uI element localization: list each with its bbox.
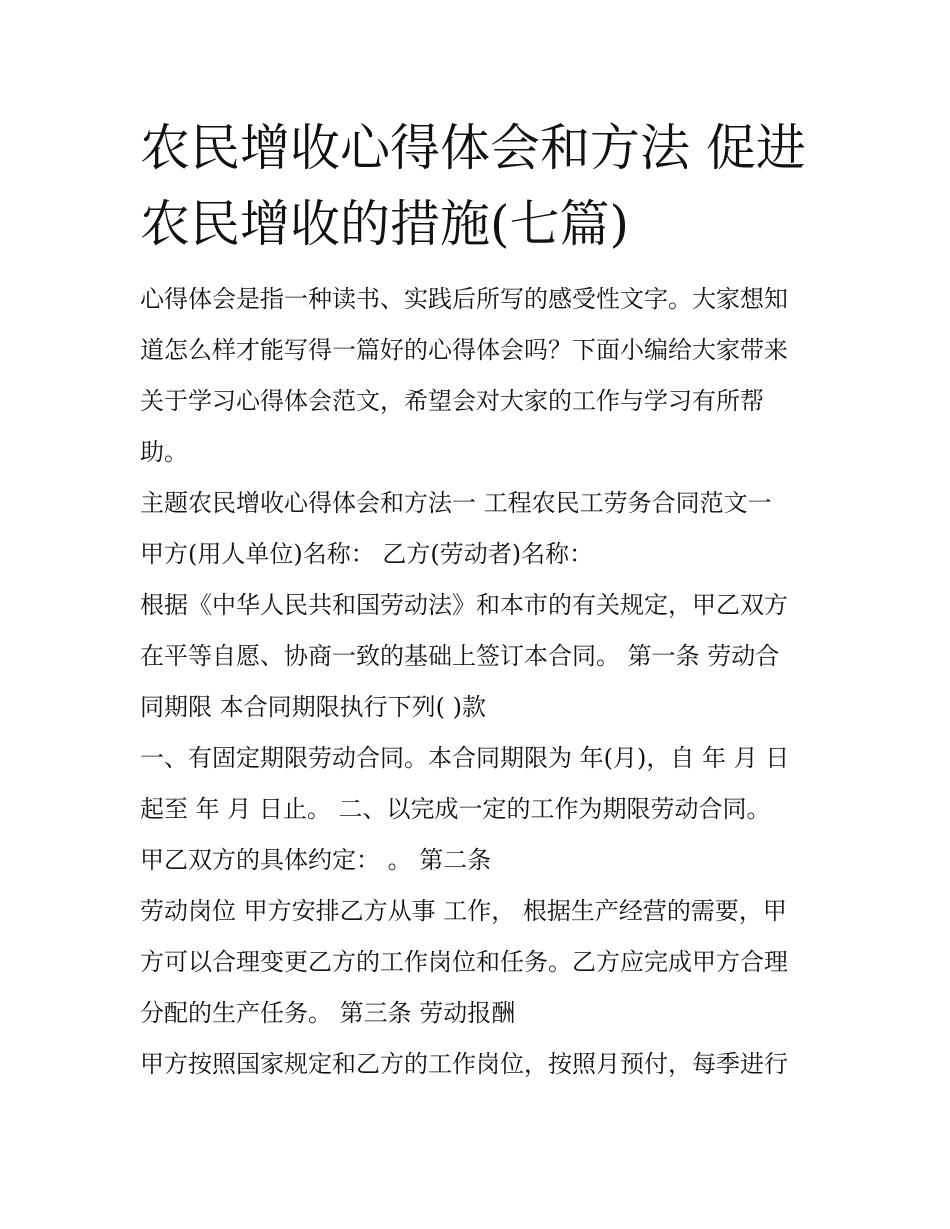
body-line-10: 一、有固定期限劳动合同。本合同期限为 年(月)，自 年 月 日	[140, 744, 790, 772]
body-line-2: 道怎么样才能写得一篇好的心得体会吗？下面小编给大家带来	[140, 336, 788, 364]
body-line-16: 甲方按照国家规定和乙方的工作岗位，按照月预付，每季进行	[140, 1050, 788, 1078]
body-line-15: 分配的生产任务。 第三条 劳动报酬	[140, 999, 516, 1027]
body-line-12: 甲乙双方的具体约定： 。 第二条	[140, 846, 492, 874]
body-line-14: 方可以合理变更乙方的工作岗位和任务。乙方应完成甲方合理	[140, 948, 788, 976]
document-title-line-2: 农民增收的措施(七篇)	[140, 195, 630, 253]
body-line-1: 心得体会是指一种读书、实践后所写的感受性文字。大家想知	[140, 285, 788, 313]
body-line-8: 在平等自愿、协商一致的基础上签订本合同。 第一条 劳动合	[140, 642, 780, 670]
body-line-9: 同期限 本合同期限执行下列( )款	[140, 693, 486, 721]
document-title-line-1: 农民增收心得体会和方法 促进	[140, 119, 806, 177]
body-line-13: 劳动岗位 甲方安排乙方从事 工作， 根据生产经营的需要，甲	[140, 897, 787, 925]
body-line-4: 助。	[140, 438, 188, 466]
body-line-3: 关于学习心得体会范文，希望会对大家的工作与学习有所帮	[140, 387, 764, 415]
body-line-11: 起至 年 月 日止。 二、以完成一定的工作为期限劳动合同。	[140, 795, 771, 823]
body-line-5: 主题农民增收心得体会和方法一 工程农民工劳务合同范文一	[140, 489, 772, 517]
body-line-7: 根据《中华人民共和国劳动法》和本市的有关规定，甲乙双方	[140, 591, 788, 619]
body-line-6: 甲方(用人单位)名称： 乙方(劳动者)名称：	[140, 540, 594, 568]
